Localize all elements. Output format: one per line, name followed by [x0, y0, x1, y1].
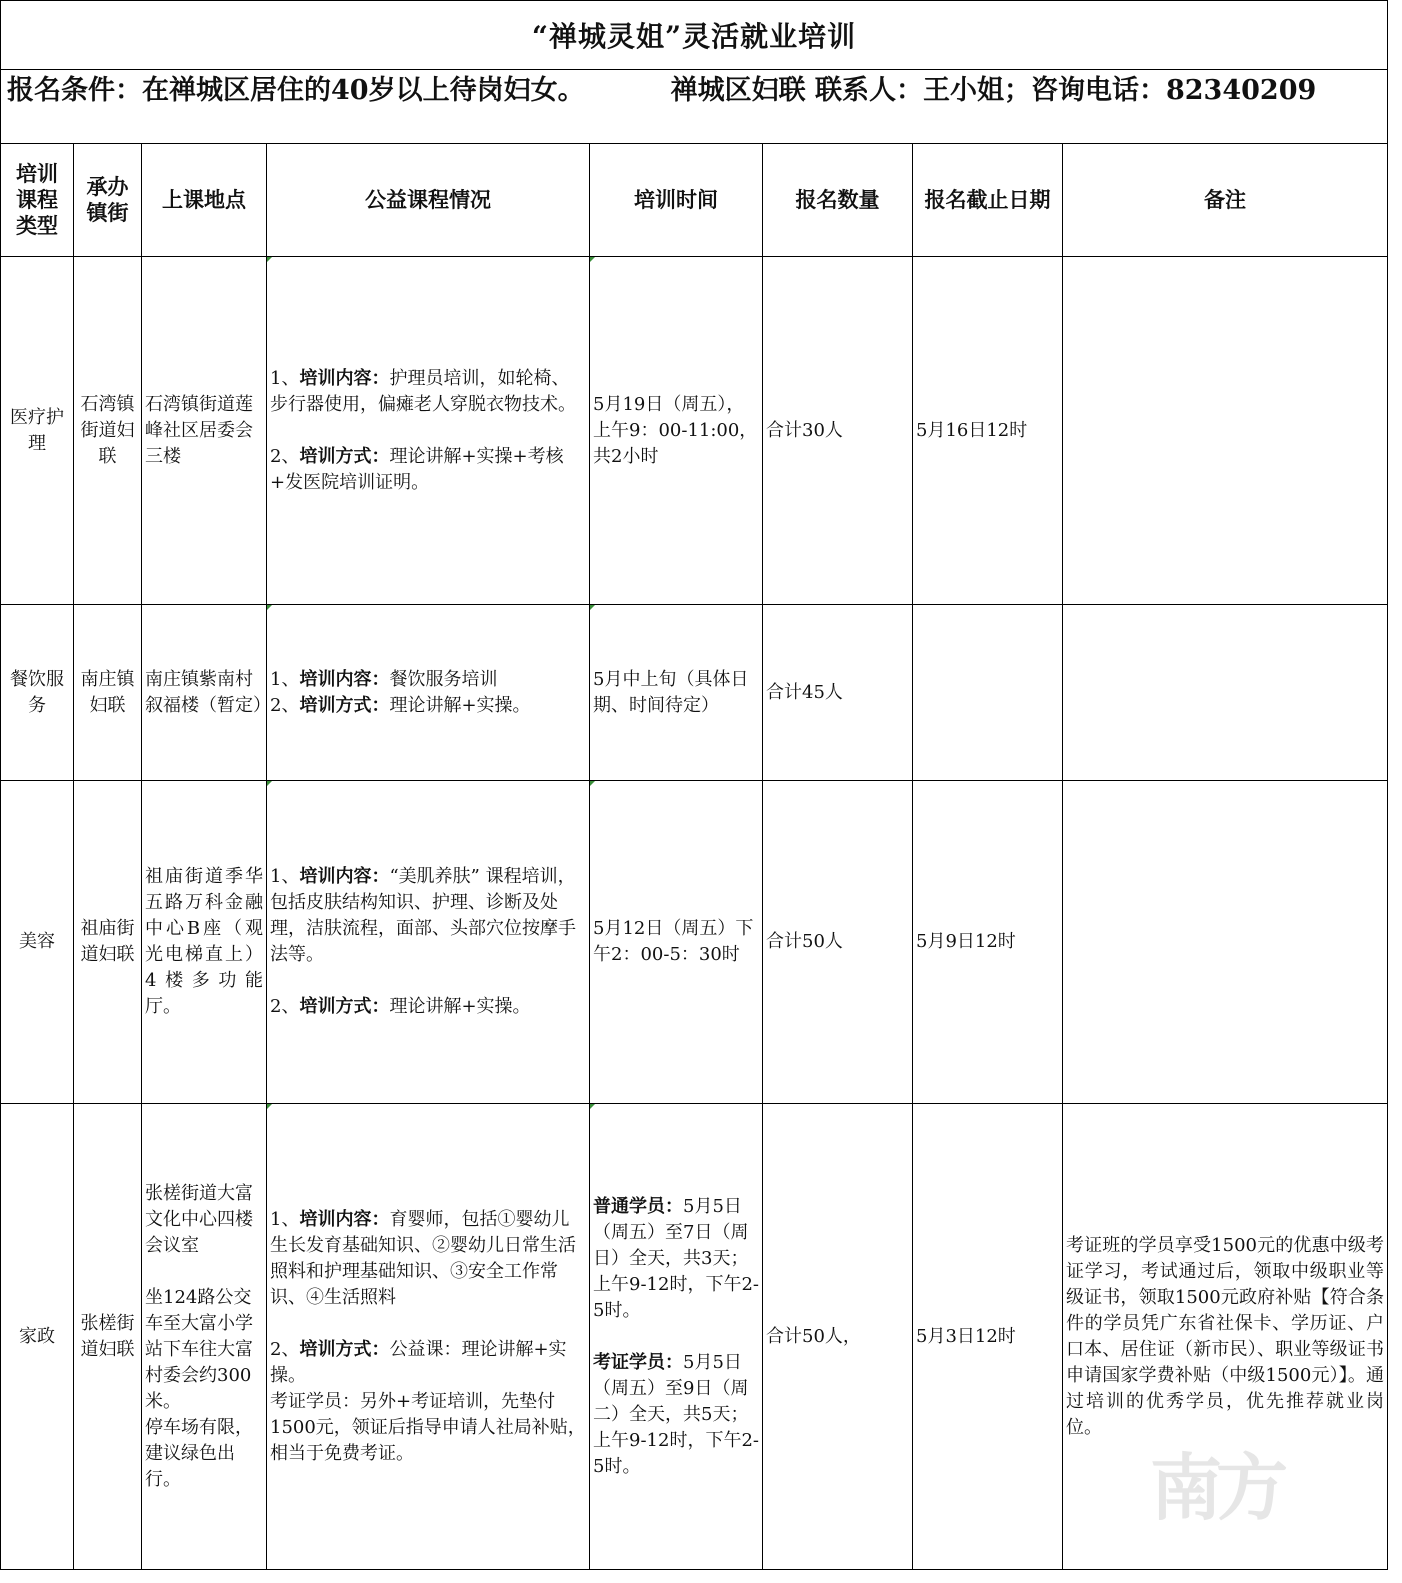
cell-location: 石湾镇街道莲峰社区居委会三楼 — [142, 257, 267, 605]
cell-type: 家政 — [1, 1104, 74, 1570]
course-method: 理论讲解+实操。 — [389, 996, 531, 1017]
location-transit: 坐124路公交车至大富小学站下车往大富村委会约300米。 — [145, 1286, 253, 1412]
cell-town: 张槎街道妇联 — [74, 1104, 142, 1570]
cell-type: 餐饮服务 — [1, 605, 74, 781]
cell-note — [1063, 605, 1388, 781]
header-note: 备注 — [1063, 144, 1388, 257]
cell-time — [590, 1104, 763, 1570]
header-course: 公益课程情况 — [267, 144, 590, 257]
method-label: 培训方式： — [299, 445, 390, 467]
header-time: 培训时间 — [590, 144, 763, 257]
table-row — [1, 1104, 1388, 1570]
cell-count: 合计45人 — [763, 605, 913, 781]
content-label: 培训内容： — [299, 866, 390, 887]
regular-student-label: 普通学员： — [593, 1195, 683, 1217]
cell-type: 医疗护理 — [1, 257, 74, 605]
cell-town: 石湾镇街道妇联 — [74, 257, 142, 605]
cell-deadline — [913, 605, 1063, 781]
course-method: 理论讲解+实操。 — [389, 694, 531, 716]
cell-time: 5月12日（周五）下午2：00-5：30时 — [590, 781, 763, 1104]
table-row — [1, 605, 1388, 781]
course-method: 理论讲解+实操+考核+发医院培训证明。 — [270, 445, 564, 493]
registration-conditions: 报名条件：在禅城区居住的40岁以上待岗妇女。 — [7, 75, 585, 106]
course-content: 护理员培训，如轮椅、步行器使用，偏瘫老人穿脱衣物技术。 — [270, 367, 576, 415]
page-title: “禅城灵姐”灵活就业培训 — [0, 0, 1388, 70]
cell-location — [142, 1104, 267, 1570]
cell-location: 南庄镇紫南村叙福楼（暂定） — [142, 605, 267, 781]
header-count: 报名数量 — [763, 144, 913, 257]
course-content: “美肌养肤” 课程培训，包括皮肤结构知识、护理、诊断及处理，洁肤流程，面部、头部穴位按摩手法等。 — [270, 866, 576, 965]
method-label: 培训方式： — [299, 1338, 390, 1360]
cell-count: 合计30人 — [763, 257, 913, 605]
cell-location: 祖庙街道季华五路万科金融中心B座（观光电梯直上）4楼多功能厅。 — [142, 781, 267, 1104]
cell-town: 南庄镇妇联 — [74, 605, 142, 781]
cell-course: 1、培训内容：餐饮服务培训 2、培训方式：理论讲解+实操。 — [267, 605, 590, 781]
training-table — [0, 143, 1388, 1570]
method-label: 培训方式： — [299, 694, 390, 716]
table-header-row — [1, 144, 1388, 257]
cell-deadline: 5月16日12时 — [913, 257, 1063, 605]
course-extra: 考证学员：另外+考证培训，先垫付1500元，领证后指导申请人社局补贴，相当于免费考证。 — [270, 1390, 586, 1464]
cert-student-time: 5月5日（周五）至9日（周二）全天，共5天；上午9-12时，下午2-5时。 — [593, 1351, 759, 1477]
cell-note: 考证班的学员享受1500元的优惠中级考证学习，考试通过后，领取中级职业等级证书，领取1500元政府补贴【符合条件的学员凭广东省社保卡、学历证、户口本、居住证（新市民）、职业等级证书申请国家学费补贴（中级1500元）】。通过培训的优秀学员，优先推荐就业岗位。 — [1063, 1104, 1388, 1570]
content-label: 培训内容： — [299, 367, 390, 389]
method-label: 培训方式： — [299, 996, 390, 1017]
cell-course: 1、培训内容：育婴师，包括①婴幼儿生长发育基础知识、②婴幼儿日常生活照料和护理基础知识、③安全工作常识、④生活照料 2、培训方式：公益课：理论讲解+实操。 考证学员：另外+考证培训，先垫付1500元，领证后指导申请人社局补贴，相当于免费考证。 — [267, 1104, 590, 1570]
cell-note — [1063, 781, 1388, 1104]
course-method: 公益课：理论讲解+实操。 — [270, 1338, 567, 1386]
header-location: 上课地点 — [142, 144, 267, 257]
watermark-logo: 南方 — [1150, 1445, 1283, 1530]
course-content: 餐饮服务培训 — [389, 668, 498, 690]
info-banner — [0, 70, 1388, 143]
content-label: 培训内容： — [299, 1208, 390, 1230]
location-parking: 停车场有限，建议绿色出行。 — [145, 1416, 253, 1490]
table-row — [1, 781, 1388, 1104]
cell-note — [1063, 257, 1388, 605]
cell-time: 5月19日（周五），上午9：00-11:00，共2小时 — [590, 257, 763, 605]
cell-course: 1、培训内容：护理员培训，如轮椅、步行器使用，偏瘫老人穿脱衣物技术。 2、培训方式：理论讲解+实操+考核+发医院培训证明。 — [267, 257, 590, 605]
location-address: 张槎街道大富文化中心四楼会议室 — [145, 1182, 253, 1256]
table-row — [1, 257, 1388, 605]
cell-deadline: 5月3日12时 — [913, 1104, 1063, 1570]
cell-count: 合计50人 — [763, 781, 913, 1104]
header-type: 培训课程类型 — [1, 144, 74, 257]
course-content: 育婴师，包括①婴幼儿生长发育基础知识、②婴幼儿日常生活照料和护理基础知识、③安全工作常识、④生活照料 — [270, 1208, 576, 1308]
regular-student-time: 5月5日（周五）至7日（周日）全天，共3天；上午9-12时，下午2-5时。 — [593, 1195, 759, 1321]
cert-student-label: 考证学员： — [593, 1351, 683, 1373]
header-town: 承办镇街 — [74, 144, 142, 257]
content-label: 培训内容： — [299, 668, 390, 690]
cell-time: 5月中上旬（具体日期、时间待定） — [590, 605, 763, 781]
cell-deadline: 5月9日12时 — [913, 781, 1063, 1104]
header-deadline: 报名截止日期 — [913, 144, 1063, 257]
cell-count: 合计50人， — [763, 1104, 913, 1570]
cell-course: 1、培训内容：“美肌养肤” 课程培训，包括皮肤结构知识、护理、诊断及处理，洁肤流程，面部、头部穴位按摩手法等。 2、培训方式：理论讲解+实操。 — [267, 781, 590, 1104]
contact-info: 禅城区妇联 联系人：王小姐；咨询电话：82340209 — [670, 75, 1317, 106]
cell-town: 祖庙街道妇联 — [74, 781, 142, 1104]
cell-type: 美容 — [1, 781, 74, 1104]
